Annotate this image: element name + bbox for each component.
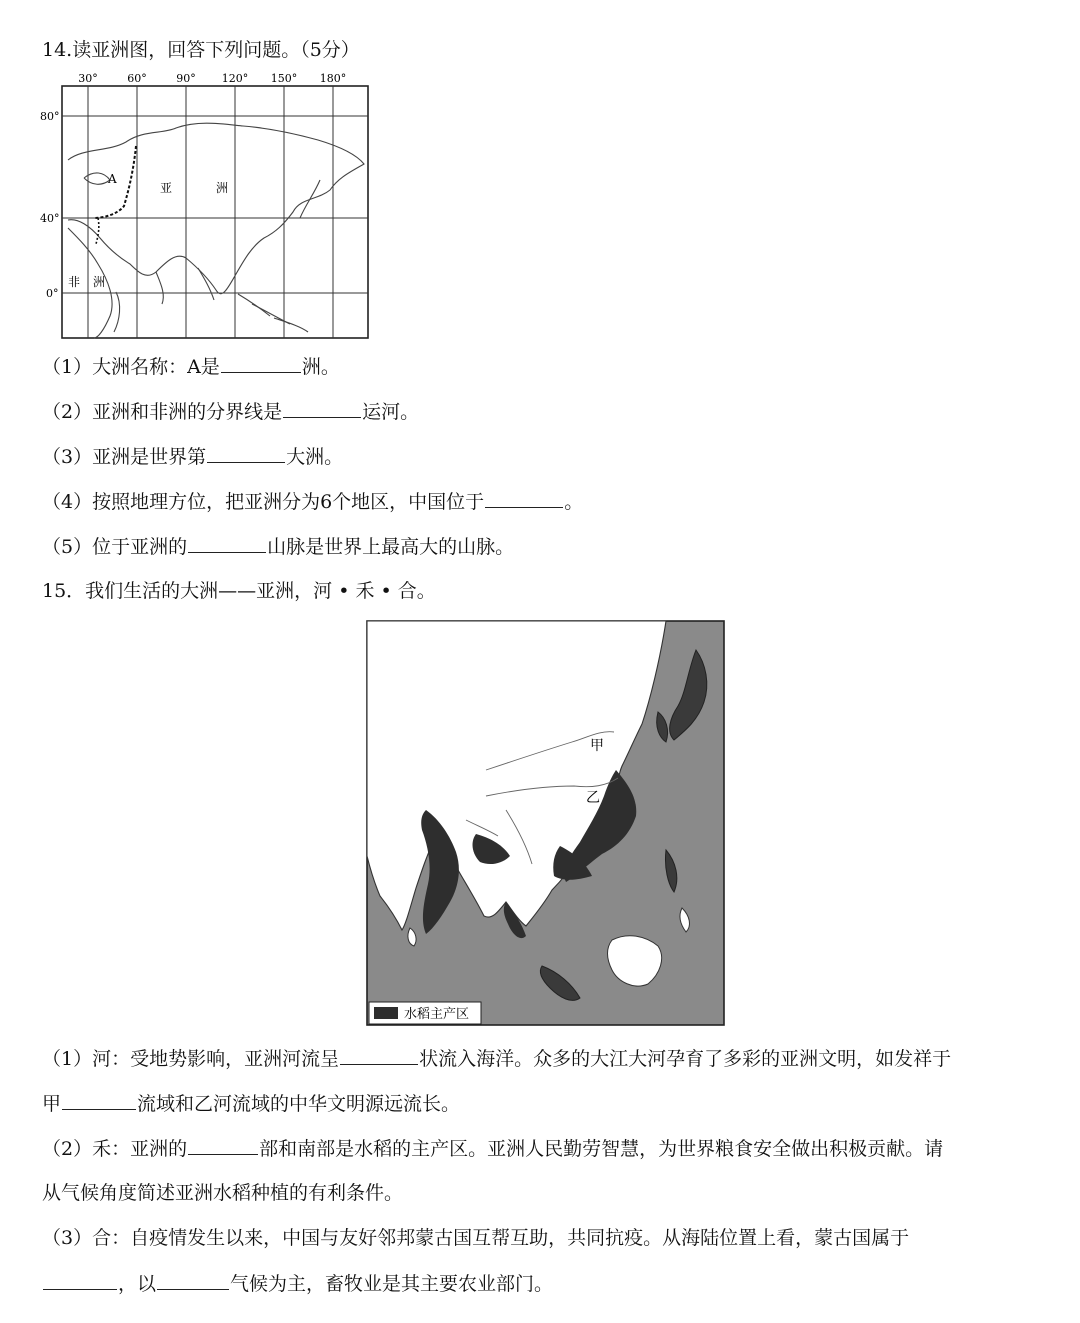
lon-label: 30° (78, 72, 98, 85)
answer-blank[interactable] (62, 1091, 136, 1110)
q14-item-1: （1）大洲名称：A是 洲。 (42, 356, 340, 378)
answer-blank[interactable] (283, 399, 361, 418)
label-asia-1: 亚 (160, 181, 173, 195)
answer-blank[interactable] (188, 1136, 258, 1155)
answer-blank[interactable] (207, 444, 285, 463)
label-africa-1: 非 (68, 275, 81, 289)
answer-blank[interactable] (157, 1271, 229, 1290)
answer-blank[interactable] (221, 354, 301, 373)
lon-label: 150° (270, 72, 298, 85)
legend-swatch (374, 1007, 398, 1019)
label-africa-2: 洲 (93, 275, 106, 289)
label-asia-2: 洲 (216, 181, 229, 195)
q14-item-4: （4）按照地理方位，把亚洲分为6个地区，中国位于 。 (42, 491, 584, 513)
asia-grid-map (38, 68, 378, 344)
q15-p3b: ，以 气候为主，畜牧业是其主要农业部门。 (42, 1271, 553, 1296)
q15-p3: （3）合：自疫情发生以来，中国与友好邻邦蒙古国互帮互助，共同抗疫。从海陆位置上看，蒙古国属于 (42, 1227, 910, 1249)
q14-item-3: （3）亚洲是世界第 大洲。 (42, 446, 344, 468)
label-jia: 甲 (590, 738, 604, 754)
q15-p1: （1）河：受地势影响，亚洲河流呈 状流入海洋。众多的大江大河孕育了多彩的亚洲文明，如发祥于 (42, 1048, 952, 1070)
asia-rice-map (366, 620, 726, 1028)
lat-label: 40° (40, 212, 60, 225)
answer-blank[interactable] (43, 1271, 117, 1290)
lat-label: 80° (40, 110, 60, 123)
answer-blank[interactable] (188, 534, 266, 553)
label-yi: 乙 (586, 790, 600, 806)
q15-p2b: 从气候角度简述亚洲水稻种植的有利条件。 (42, 1182, 404, 1204)
legend-label: 水稻主产区 (404, 1007, 470, 1022)
lat-label: 0° (46, 287, 59, 300)
lon-label: 60° (127, 72, 147, 85)
answer-blank[interactable] (340, 1046, 418, 1065)
label-a: A (108, 172, 117, 186)
q14-title: 14.读亚洲图，回答下列问题。（5分） (42, 39, 360, 61)
q15-title: 15．我们生活的大洲——亚洲，河 • 禾 • 合。 (42, 580, 436, 602)
q15-p1b: 甲 流域和乙河流域的中华文明源远流长。 (42, 1093, 461, 1115)
answer-blank[interactable] (485, 489, 563, 508)
lon-label: 180° (319, 72, 347, 85)
q15-p2: （2）禾：亚洲的 部和南部是水稻的主产区。亚洲人民勤劳智慧，为世界粮食安全做出积极贡献。请 (42, 1138, 944, 1160)
lon-label: 120° (221, 72, 249, 85)
q14-item-5: （5）位于亚洲的 山脉是世界上最高大的山脉。 (42, 536, 515, 558)
q14-item-2: （2）亚洲和非洲的分界线是 运河。 (42, 401, 420, 423)
lon-label: 90° (176, 72, 196, 85)
